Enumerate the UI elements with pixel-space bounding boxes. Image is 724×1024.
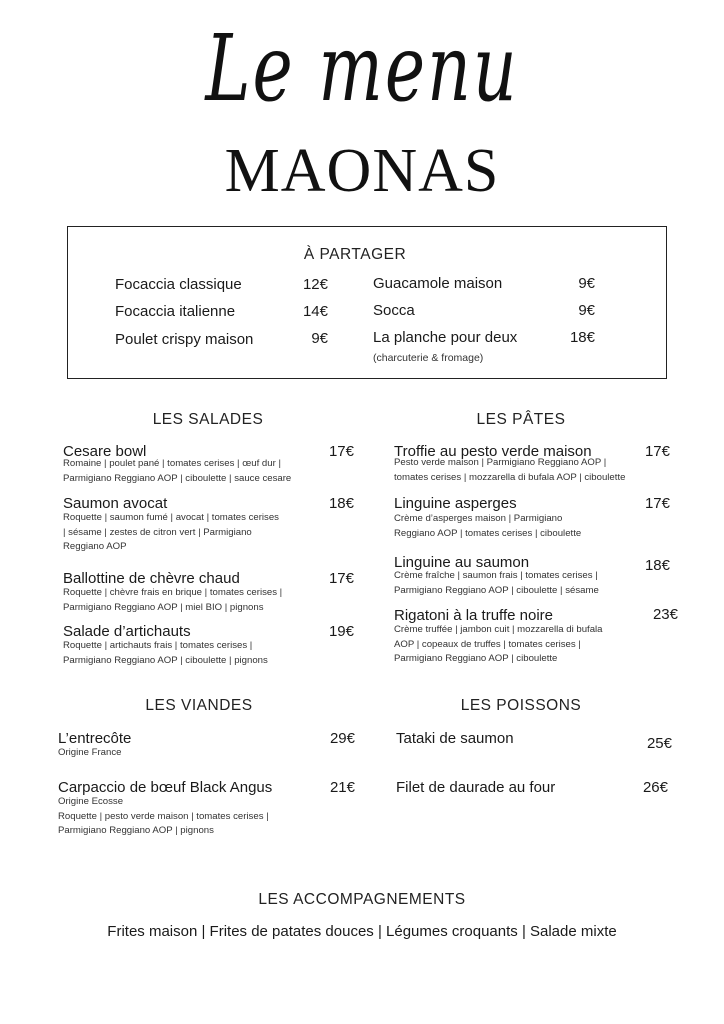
item-description: | sésame | zestes de citron vert | Parmigiano xyxy=(63,526,252,538)
item-name: Tataki de saumon xyxy=(396,730,514,747)
item-name: Carpaccio de bœuf Black Angus xyxy=(58,779,273,796)
item-description: Crème d’asperges maison | Parmigiano xyxy=(394,513,563,524)
item-name: Cesare bowl xyxy=(63,443,147,460)
accompagnements-line: Frites maison | Frites de patates douces | Légumes croquants | Salade mixte xyxy=(107,923,617,940)
item-price: 17€ xyxy=(644,495,670,512)
item-price: 18€ xyxy=(328,495,354,512)
item-description: tomates cerises | mozzarella di bufala AOP | ciboulette xyxy=(394,471,626,483)
logo-brand: MAONAS xyxy=(224,137,500,205)
item-description: Parmigiano Reggiano AOP | ciboulette xyxy=(394,653,558,664)
item-description: Reggiano AOP | tomates cerises | ciboulette xyxy=(394,527,582,539)
item-price: 21€ xyxy=(329,779,355,796)
pates-title: LES PÂTES xyxy=(476,411,566,428)
item-name: La planche pour deux xyxy=(373,329,518,346)
item-price: 18€ xyxy=(644,557,670,574)
item-description: Origine France xyxy=(58,747,122,758)
item-name: Poulet crispy maison xyxy=(115,331,254,348)
item-name: Linguine asperges xyxy=(394,495,517,512)
item-price: 9€ xyxy=(578,275,595,292)
item-description: Parmigiano Reggiano AOP | miel BIO | pignons xyxy=(63,601,264,613)
item-name: Socca xyxy=(373,302,415,319)
item-description: Parmigiano Reggiano AOP | pignons xyxy=(58,825,214,836)
item-name: Troffie au pesto verde maison xyxy=(394,443,592,460)
item-name: Saumon avocat xyxy=(63,495,168,512)
item-name: Ballottine de chèvre chaud xyxy=(63,570,240,587)
item-price: 17€ xyxy=(328,443,354,460)
item-price: 23€ xyxy=(652,606,678,623)
item-description: Romaine | poulet pané | tomates cerises | œuf dur | xyxy=(63,458,281,469)
item-price: 12€ xyxy=(302,276,328,293)
item-price: 9€ xyxy=(578,302,595,319)
salades-title: LES SALADES xyxy=(152,411,264,428)
item-name: L’entrecôte xyxy=(58,730,132,747)
item-description: Roquette | chèvre frais en brique | tomates cerises | xyxy=(63,587,283,598)
item-description: Parmigiano Reggiano AOP | ciboulette | pignons xyxy=(63,654,268,666)
poissons-title: LES POISSONS xyxy=(460,697,582,714)
item-description: Origine Ecosse xyxy=(58,796,124,807)
item-price: 17€ xyxy=(644,443,670,460)
item-price: 9€ xyxy=(311,330,328,347)
item-description: Reggiano AOP xyxy=(63,541,127,552)
item-price: 18€ xyxy=(569,329,595,346)
item-name: Guacamole maison xyxy=(373,275,503,292)
partager-title: À PARTAGER xyxy=(303,246,407,263)
item-name: Focaccia italienne xyxy=(115,303,236,320)
item-price: 26€ xyxy=(642,779,668,796)
item-description: AOP | copeaux de truffes | tomates cerises | xyxy=(394,638,581,650)
item-description: Roquette | saumon fumé | avocat | tomates cerises xyxy=(63,512,279,523)
item-name: Salade d’artichauts xyxy=(63,623,191,640)
logo-script: Le menu xyxy=(205,16,519,123)
item-description: Parmigiano Reggiano AOP | ciboulette | sauce cesare xyxy=(63,472,292,484)
item-name: Rigatoni à la truffe noire xyxy=(394,607,553,624)
item-price: 14€ xyxy=(302,303,328,320)
item-price: 25€ xyxy=(646,735,672,752)
item-name: Filet de daurade au four xyxy=(396,779,556,796)
item-note: (charcuterie & fromage) xyxy=(373,352,484,364)
item-description: Roquette | pesto verde maison | tomates cerises | xyxy=(58,810,269,822)
item-price: 29€ xyxy=(329,730,355,747)
accompagnements-title: LES ACCOMPAGNEMENTS xyxy=(258,891,466,908)
item-name: Focaccia classique xyxy=(115,276,242,293)
item-description: Crème fraîche | saumon frais | tomates cerises | xyxy=(394,570,598,581)
item-price: 17€ xyxy=(328,570,354,587)
item-description: Roquette | artichauts frais | tomates cerises | xyxy=(63,640,253,651)
item-description: Pesto verde maison | Parmigiano Reggiano AOP | xyxy=(394,457,607,468)
item-description: Crème truffée | jambon cuit | mozzarella di bufala xyxy=(394,624,603,635)
item-price: 19€ xyxy=(328,623,354,640)
item-description: Parmigiano Reggiano AOP | ciboulette | sésame xyxy=(394,584,599,596)
viandes-title: LES VIANDES xyxy=(145,697,253,714)
item-name: Linguine au saumon xyxy=(394,554,530,571)
